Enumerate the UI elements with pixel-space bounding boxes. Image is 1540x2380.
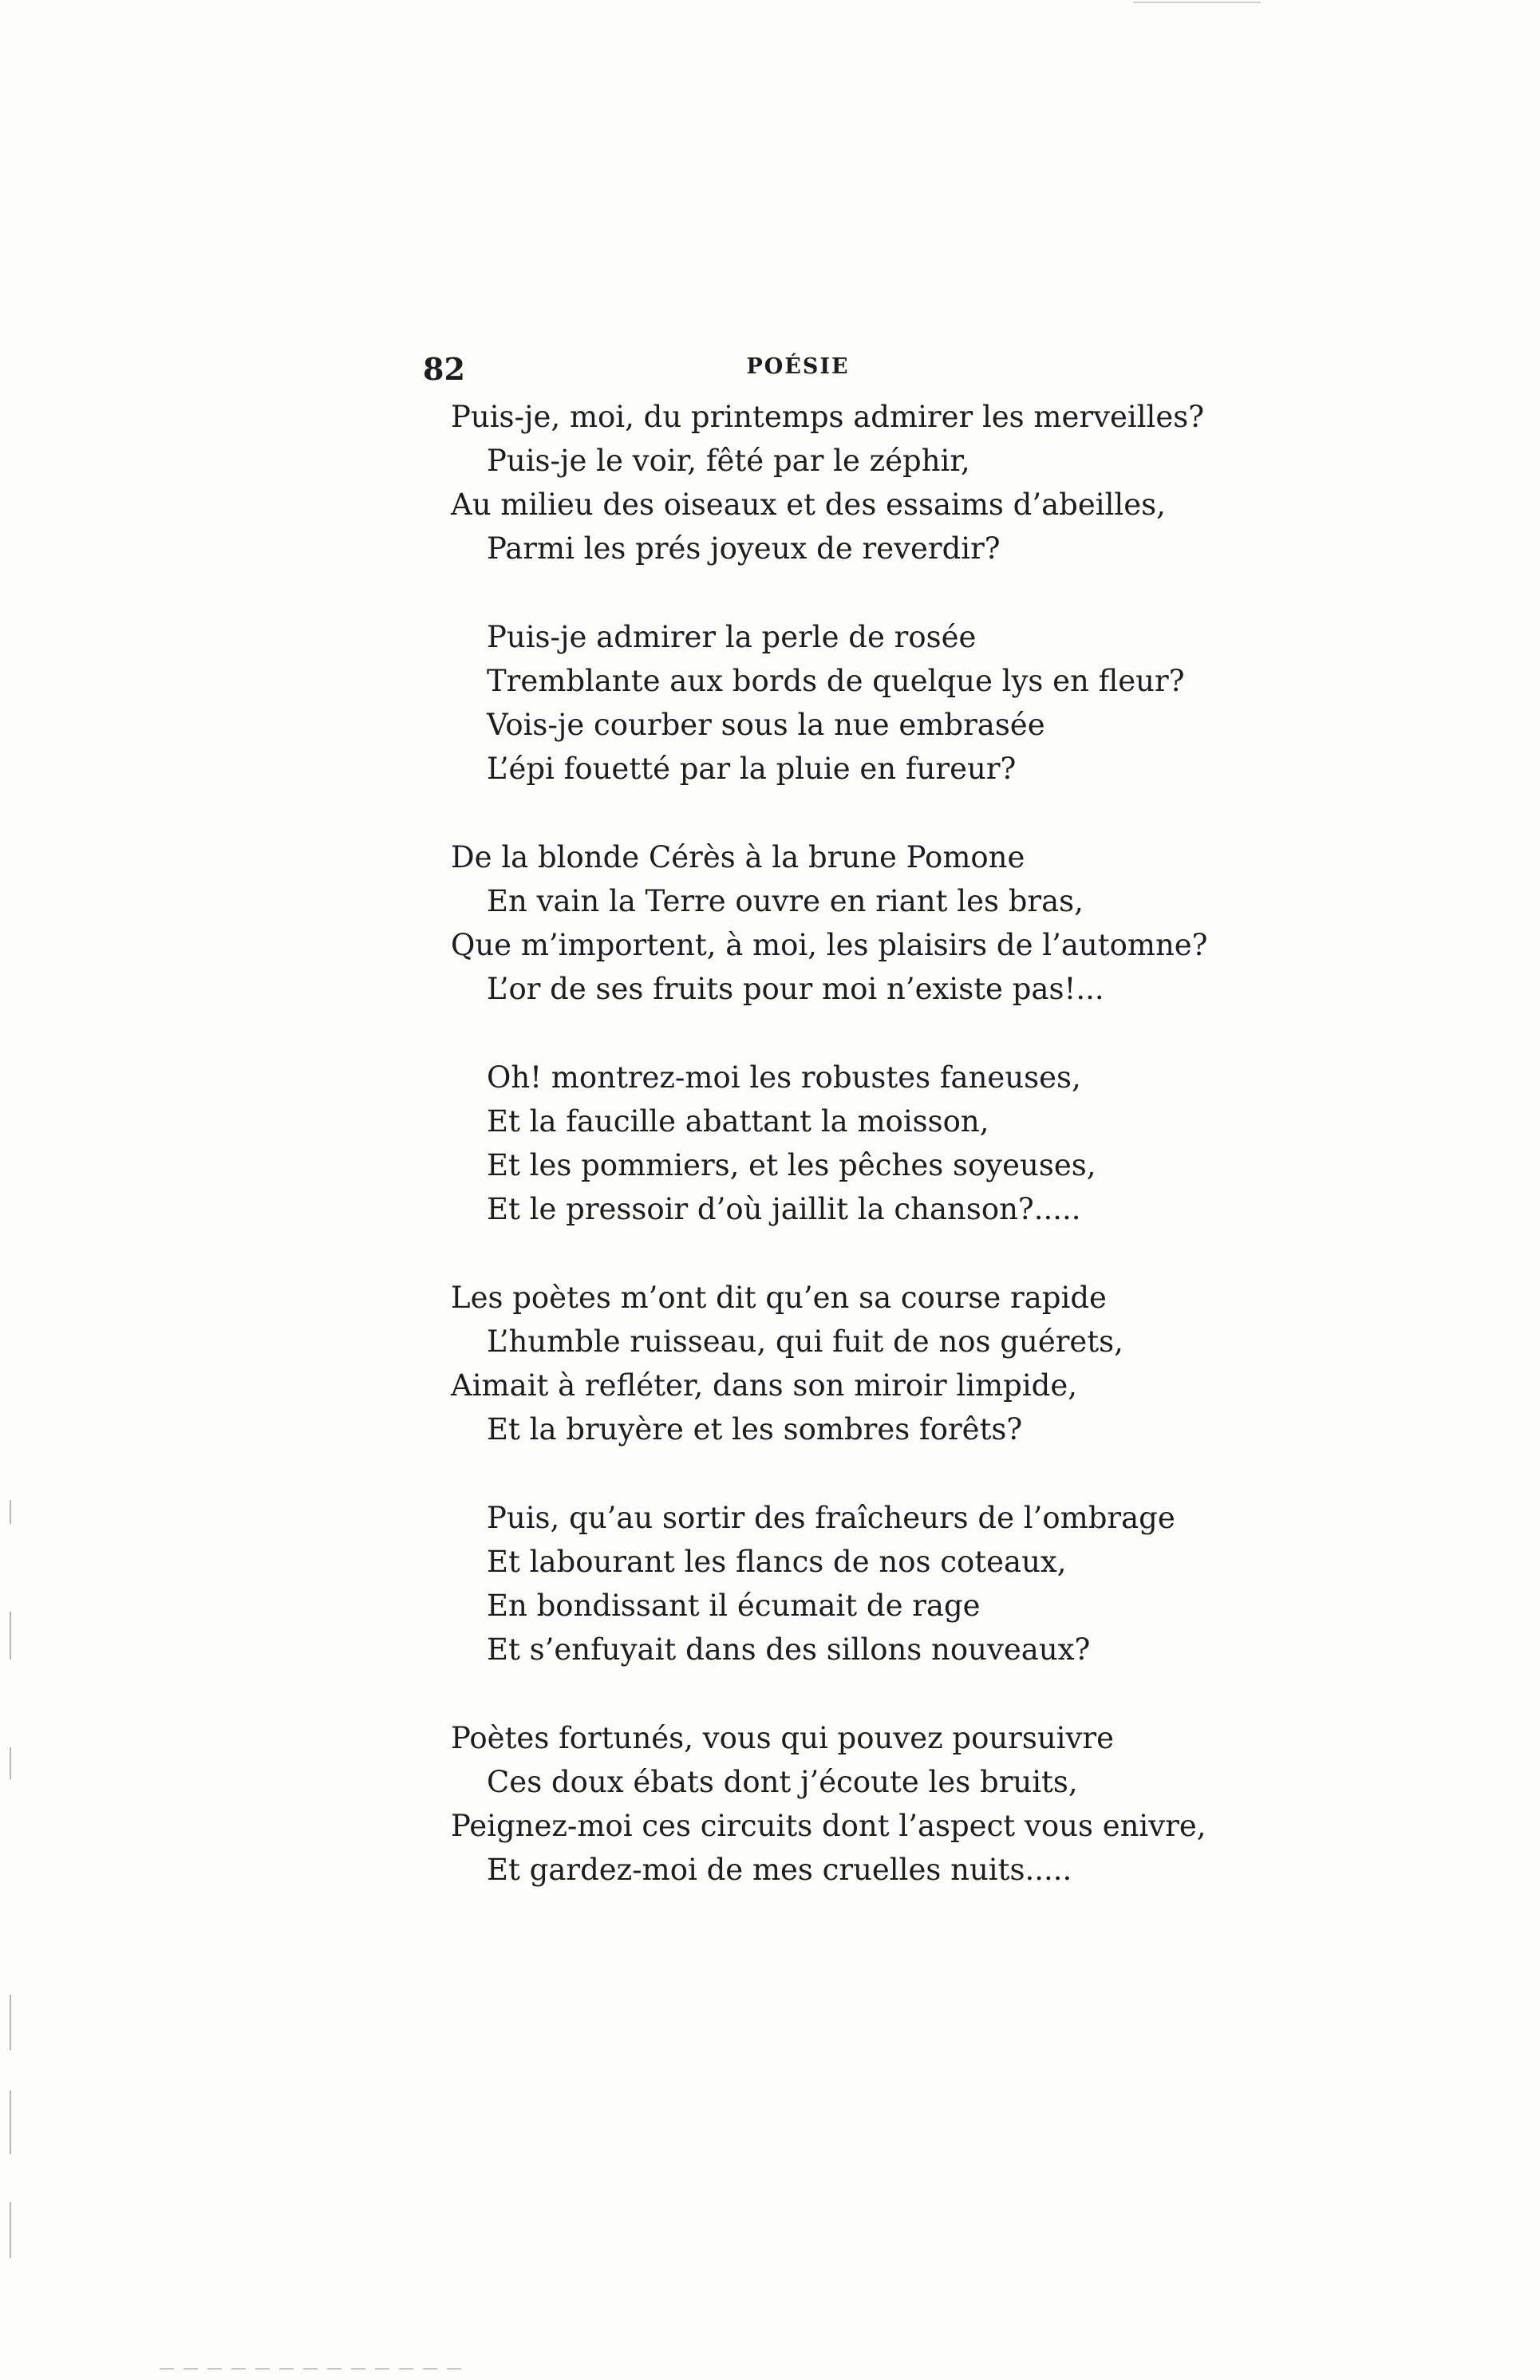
verse-line: Aimait à refléter, dans son miroir limpide,	[451, 1368, 1078, 1403]
verse-line: Puis-je, moi, du printemps admirer les merveilles?	[451, 400, 1205, 434]
page-number: 82	[423, 351, 465, 387]
verse-line: Puis, qu’au sortir des fraîcheurs de l’ombrage	[487, 1501, 1175, 1535]
scan-edge-mark	[1133, 2, 1261, 3]
scan-margin-mark	[10, 2202, 11, 2258]
verse-line: Et la bruyère et les sombres forêts?	[487, 1412, 1023, 1447]
stanza	[451, 1496, 1249, 1672]
verse-line: En vain la Terre ouvre en riant les bras,	[487, 884, 1084, 918]
stanza	[451, 1056, 1249, 1231]
scan-margin-mark	[10, 1747, 11, 1779]
stanza	[451, 615, 1249, 791]
verse-line: L’humble ruisseau, qui fuit de nos guérets,	[487, 1324, 1123, 1359]
verse-line: Et la faucille abattant la moisson,	[487, 1104, 989, 1139]
verse-line: Puis-je le voir, fêté par le zéphir,	[487, 444, 970, 478]
verse-line: Que m’importent, à moi, les plaisirs de l’automne?	[451, 928, 1208, 962]
stanza	[451, 1276, 1249, 1451]
verse-line: Ces doux ébats dont j’écoute les bruits,	[487, 1765, 1078, 1799]
stanza	[451, 395, 1249, 570]
scan-margin-mark	[10, 2090, 11, 2154]
verse-line: Vois-je courber sous la nue embrasée	[487, 708, 1045, 742]
verse-line: L’épi fouetté par la pluie en fureur?	[487, 752, 1017, 786]
page-header	[423, 351, 1173, 391]
verse-line: Et le pressoir d’où jaillit la chanson?.....	[487, 1192, 1081, 1226]
running-title: POÉSIE	[746, 354, 850, 379]
verse-line: Au milieu des oiseaux et des essaims d’abeilles,	[451, 487, 1166, 522]
verse-line: Et labourant les flancs de nos coteaux,	[487, 1545, 1067, 1579]
verse-line: Parmi les prés joyeux de reverdir?	[487, 531, 1001, 566]
verse-line: En bondissant il écumait de rage	[487, 1589, 981, 1623]
verse-line: Tremblante aux bords de quelque lys en fleur?	[487, 664, 1185, 698]
verse-line: L’or de ses fruits pour moi n’existe pas!...	[487, 972, 1104, 1006]
verse-line: Les poètes m’ont dit qu’en sa course rapide	[451, 1281, 1107, 1315]
poem-body	[451, 395, 1249, 1936]
verse-line: Et s’enfuyait dans des sillons nouveaux?	[487, 1632, 1091, 1667]
verse-line: Peignez-moi ces circuits dont l’aspect vous enivre,	[451, 1809, 1206, 1843]
verse-line: Oh! montrez-moi les robustes faneuses,	[487, 1060, 1081, 1095]
scan-edge-mark	[160, 2368, 463, 2370]
stanza	[451, 1716, 1249, 1892]
verse-line: Et les pommiers, et les pêches soyeuses,	[487, 1148, 1096, 1182]
verse-line: Puis-je admirer la perle de rosée	[487, 620, 977, 654]
scan-margin-mark	[10, 1612, 11, 1660]
scan-margin-mark	[10, 1500, 11, 1524]
verse-line: Poètes fortunés, vous qui pouvez poursuivre	[451, 1721, 1115, 1755]
scan-margin-mark	[10, 1995, 11, 2050]
stanza	[451, 835, 1249, 1011]
verse-line: Et gardez-moi de mes cruelles nuits.....	[487, 1853, 1072, 1887]
verse-line: De la blonde Cérès à la brune Pomone	[451, 840, 1025, 874]
